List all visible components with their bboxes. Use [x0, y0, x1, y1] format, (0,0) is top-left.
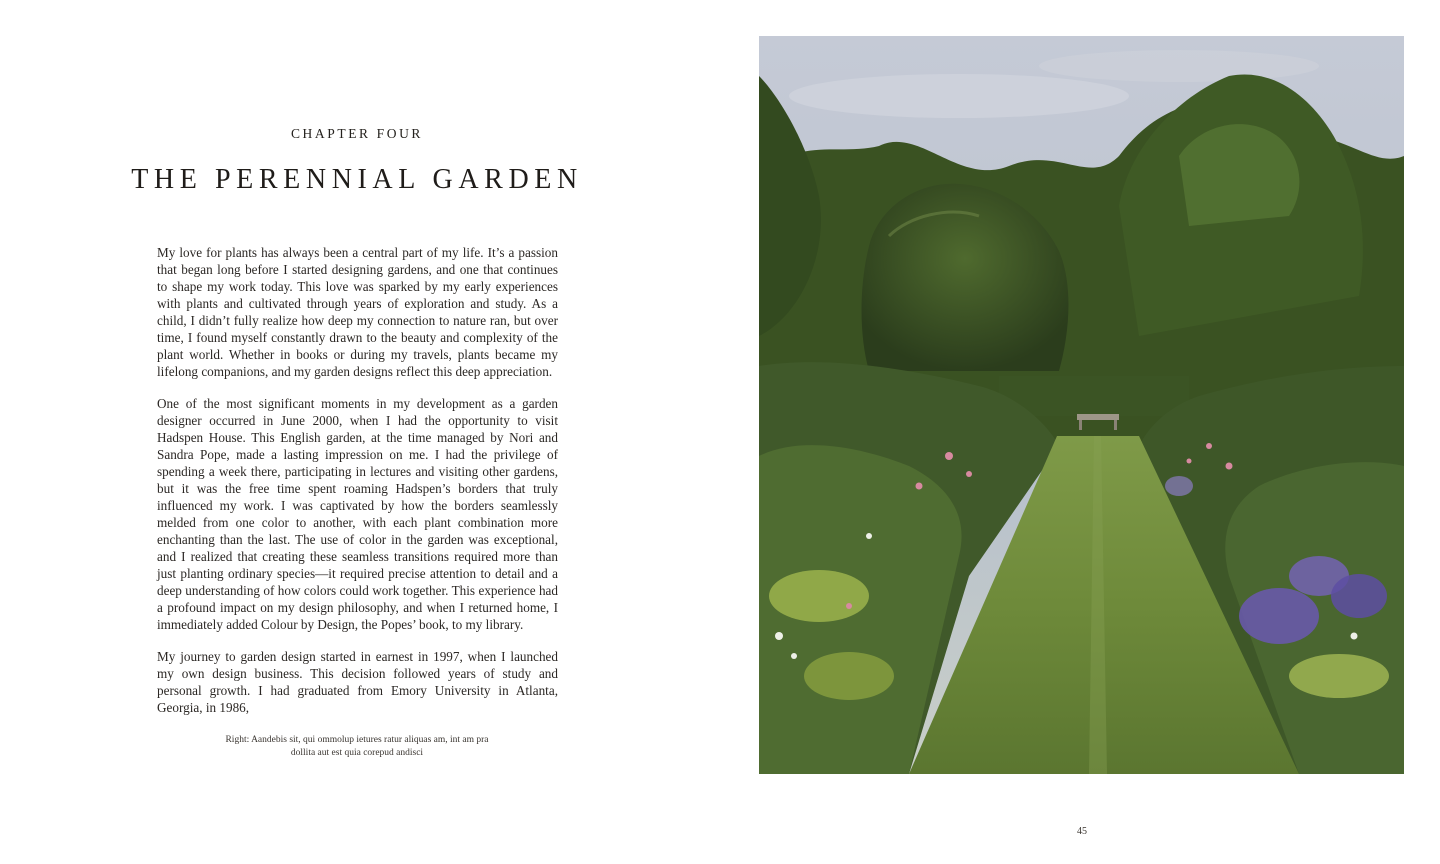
chapter-label: CHAPTER FOUR: [290, 126, 424, 141]
back-hedge: [999, 376, 1189, 416]
garden-photo: [759, 36, 1404, 774]
garden-photo-icon: [759, 36, 1404, 774]
caption-line-1: Right: Aandebis sit, qui ommolup ietures ratur aliquas am, int am pra: [225, 735, 489, 745]
paragraph-3: My journey to garden design started in earnest in 1997, when I launched my own design business. This decision followed years of study and personal growth. I had graduated from Emory University in Atlanta, Georgia, in 1986,: [157, 649, 558, 715]
cloud: [789, 74, 1129, 118]
chapter-title: THE PERENNIAL GARDEN: [131, 164, 583, 195]
photo-caption: [157, 734, 557, 760]
paragraph-1: My love for plants has always been a central part of my life. It’s a passion that began long before I started designing gardens, and one that continues to shape my work today. This love was sparked by my early experiences with plants and cultivated through years of exploration and study. As a child, I didn’t fully realize how deep my connection to nature ran, but over time, I found myself constantly drawn to the beauty and complexity of the plant world. Whether in books or during my travels, plants became my lifelong companions, and my garden designs reflect this deep appreciation.: [157, 245, 558, 379]
bench-leg: [1114, 420, 1117, 430]
garden-bench: [1077, 414, 1119, 420]
page-number: 45: [1077, 826, 1087, 837]
caption-line-2: dollita aut est quia corepud andisci: [290, 748, 424, 758]
body-text: [157, 244, 558, 731]
paragraph-2: One of the most significant moments in my development as a garden designer occurred in June 2000, when I had the opportunity to visit Hadspen House. This English garden, at the time managed by Nori and Sandra Pope, made a lasting impression on me. I had the privilege of spending a week there, participating in lectures and visiting other gardens, but it was the free time spent roaming Hadspen’s borders that truly influenced my work. I was captivated by how the borders seamlessly melded from one color to another, with each plant combination more enchanting than the last. The use of color in the garden was exceptional, and I realized that creating these seamless transitions required more than just planting ordinary species—it required precise attention to detail and a deep understanding of how colors could work together. This experience had a profound impact on my design philosophy, and when I returned home, I immediately added Colour by Design, the Popes’ book, to my library.: [157, 396, 558, 632]
bench-leg: [1079, 420, 1082, 430]
cloud: [1039, 50, 1319, 82]
